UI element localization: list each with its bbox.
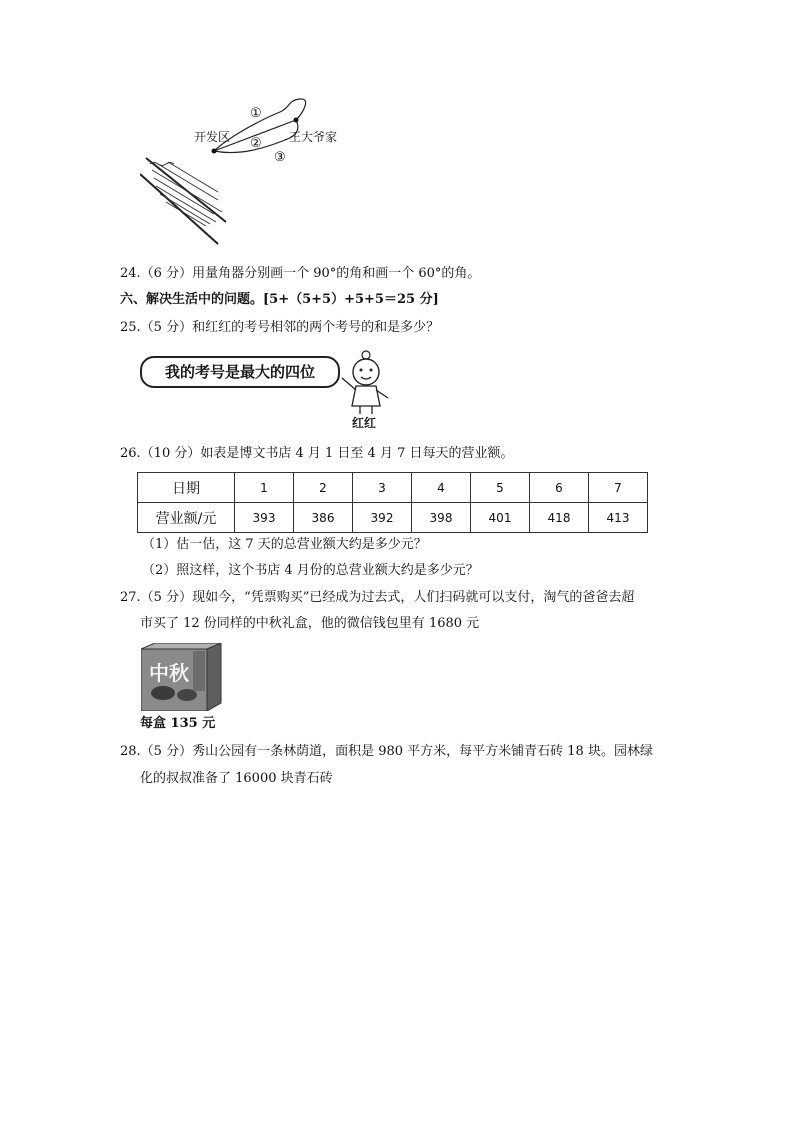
gift-box-price: 每盒 135 元 — [140, 716, 216, 731]
table-row — [138, 503, 648, 533]
question-28-line-1: 28.（5 分）秀山公园有一条林荫道，面积是 980 平方米，每平方米铺青石砖 18 块。园林绿 — [120, 744, 653, 759]
start-label: 开发区 — [194, 130, 231, 144]
amount-cell: 398 — [412, 503, 471, 533]
speech-bubble: 我的考号是最大的四位 — [140, 356, 340, 388]
section-6-heading: 六、解决生活中的问题。[5+（5+5）+5+5＝25 分] — [120, 292, 439, 307]
route-label-1: ① — [250, 106, 262, 121]
question-26-sub-1: （1）估一估，这 7 天的总营业额大约是多少元？ — [142, 537, 427, 552]
end-label: 王大爷家 — [289, 130, 338, 144]
question-27-line-2: 市买了 12 份同样的中秋礼盒，他的微信钱包里有 1680 元 — [140, 616, 480, 631]
date-cell: 4 — [412, 473, 471, 503]
date-cell: 3 — [353, 473, 412, 503]
route-label-3: ③ — [274, 150, 286, 165]
date-header-cell: 日期 — [138, 473, 235, 503]
question-24: 24.（6 分）用量角器分别画一个 90°的角和画一个 60°的角。 — [120, 266, 481, 281]
start-point — [212, 149, 217, 154]
date-cell: 6 — [530, 473, 589, 503]
amount-cell: 418 — [530, 503, 589, 533]
amount-cell: 393 — [235, 503, 294, 533]
character-name: 红红 — [352, 416, 377, 430]
character-figure — [336, 348, 396, 428]
gift-box-text: 中秋 — [149, 661, 189, 685]
date-cell: 5 — [471, 473, 530, 503]
date-cell: 2 — [294, 473, 353, 503]
date-cell: 7 — [589, 473, 648, 503]
question-25: 25.（5 分）和红红的考号相邻的两个考号的和是多少？ — [120, 320, 440, 335]
route-label-2: ② — [250, 136, 262, 151]
table-row — [138, 473, 648, 503]
question-26: 26.（10 分）如表是博文书店 4 月 1 日至 4 月 7 日每天的营业额。 — [120, 446, 514, 461]
end-point — [294, 118, 299, 123]
question-28-line-2: 化的叔叔准备了 16000 块青石砖 — [140, 771, 333, 786]
amount-cell: 401 — [471, 503, 530, 533]
amount-cell: 392 — [353, 503, 412, 533]
sales-table — [137, 472, 648, 533]
question-26-sub-2: （2）照这样，这个书店 4 月份的总营业额大约是多少元？ — [142, 563, 479, 578]
gift-box-figure — [141, 643, 223, 711]
amount-cell: 386 — [294, 503, 353, 533]
amount-header-cell: 营业额/元 — [138, 503, 235, 533]
amount-cell: 413 — [589, 503, 648, 533]
route-map-figure — [140, 94, 345, 254]
route-map-svg — [140, 94, 345, 254]
question-27-line-1: 27.（5 分）现如今，“凭票购买”已经成为过去式，人们扫码就可以支付，淘气的爸爸去超 — [120, 590, 635, 605]
date-cell: 1 — [235, 473, 294, 503]
